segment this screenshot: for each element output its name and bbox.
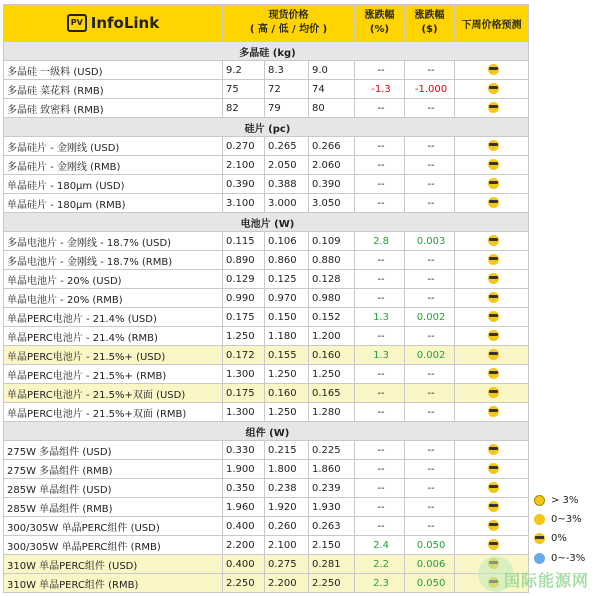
- price-avg-cell: 0.980: [309, 289, 355, 308]
- price-high-cell: 0.129: [223, 270, 265, 289]
- price-avg-cell: 3.050: [309, 194, 355, 213]
- watermark-text: 国际能源网: [504, 571, 590, 590]
- sunglasses-face-icon: [488, 311, 499, 322]
- change-amount-cell: --: [405, 251, 455, 270]
- price-low-cell: 8.3: [265, 61, 309, 80]
- change-amount-cell: -1.000: [405, 80, 455, 99]
- forecast-cell: [455, 517, 529, 536]
- change-amount-cell: --: [405, 403, 455, 422]
- forecast-cell: [455, 384, 529, 403]
- sunglasses-face-icon: [488, 159, 499, 170]
- change-amount-header: [405, 5, 455, 42]
- price-avg-cell: 0.225: [309, 441, 355, 460]
- change-percent-cell: --: [355, 251, 405, 270]
- sunglasses-face-icon: [534, 533, 545, 544]
- product-name-cell: 多晶电池片 - 金刚线 - 18.7% (RMB): [4, 251, 223, 270]
- change-percent-cell: 2.3: [355, 574, 405, 593]
- change-percent-cell: --: [355, 498, 405, 517]
- change-amount-unit: ($): [421, 24, 438, 35]
- product-name-cell: 单晶PERC电池片 - 21.5%+ (USD): [4, 346, 223, 365]
- forecast-cell: [455, 441, 529, 460]
- price-avg-cell: 0.109: [309, 232, 355, 251]
- change-amount-cell: 0.006: [405, 555, 455, 574]
- price-high-cell: 2.100: [223, 156, 265, 175]
- logo: [4, 5, 223, 42]
- price-high-cell: 1.900: [223, 460, 265, 479]
- table-row: [4, 80, 529, 99]
- price-low-cell: 0.155: [265, 346, 309, 365]
- price-low-cell: 0.275: [265, 555, 309, 574]
- price-avg-cell: 0.266: [309, 137, 355, 156]
- price-high-cell: 9.2: [223, 61, 265, 80]
- price-low-cell: 0.388: [265, 175, 309, 194]
- price-high-cell: 0.390: [223, 175, 265, 194]
- sunglasses-face-icon: [488, 292, 499, 303]
- price-avg-cell: 2.150: [309, 536, 355, 555]
- change-amount-cell: --: [405, 327, 455, 346]
- table-body: [4, 42, 529, 593]
- logo-badge: PV: [67, 14, 87, 32]
- price-avg-cell: 1.860: [309, 460, 355, 479]
- price-avg-cell: 0.165: [309, 384, 355, 403]
- sunglasses-face-icon: [488, 482, 499, 493]
- change-amount-cell: --: [405, 384, 455, 403]
- table-row: [4, 61, 529, 80]
- forecast-cell: [455, 289, 529, 308]
- change-amount-cell: 0.050: [405, 536, 455, 555]
- slight-frown-face-icon: [534, 514, 545, 525]
- table-row: [4, 574, 529, 593]
- change-percent-cell: 2.2: [355, 555, 405, 574]
- price-high-cell: 2.200: [223, 536, 265, 555]
- product-name-cell: 多晶硅 菜花料 (RMB): [4, 80, 223, 99]
- price-avg-cell: 0.281: [309, 555, 355, 574]
- forecast-cell: [455, 80, 529, 99]
- price-avg-cell: 80: [309, 99, 355, 118]
- price-low-cell: 0.160: [265, 384, 309, 403]
- forecast-cell: [455, 99, 529, 118]
- price-high-cell: 1.300: [223, 365, 265, 384]
- sunglasses-face-icon: [488, 349, 499, 360]
- sunglasses-face-icon: [488, 539, 499, 550]
- product-name-cell: 310W 单晶PERC组件 (USD): [4, 555, 223, 574]
- section-header-row: [4, 42, 529, 61]
- price-low-cell: 3.000: [265, 194, 309, 213]
- change-percent-cell: --: [355, 289, 405, 308]
- section-header-row: [4, 118, 529, 137]
- change-amount-cell: --: [405, 175, 455, 194]
- change-amount-cell: 0.050: [405, 574, 455, 593]
- forecast-cell: [455, 270, 529, 289]
- change-amount-cell: 0.002: [405, 346, 455, 365]
- legend-label: 0~3%: [551, 514, 582, 525]
- section-title: 电池片 (W): [4, 213, 529, 232]
- price-high-cell: 0.175: [223, 308, 265, 327]
- price-high-cell: 75: [223, 80, 265, 99]
- section-title: 多晶硅 (kg): [4, 42, 529, 61]
- table-row: [4, 327, 529, 346]
- table-header-row: [4, 5, 529, 42]
- price-low-cell: 0.215: [265, 441, 309, 460]
- section-header-row: [4, 213, 529, 232]
- product-name-cell: 单晶电池片 - 20% (RMB): [4, 289, 223, 308]
- sunglasses-face-icon: [488, 140, 499, 151]
- legend-label: > 3%: [551, 495, 579, 506]
- price-table: [3, 4, 529, 593]
- table-row: [4, 194, 529, 213]
- table-row: [4, 346, 529, 365]
- section-header-row: [4, 422, 529, 441]
- sunglasses-face-icon: [488, 520, 499, 531]
- table-row: [4, 460, 529, 479]
- price-low-cell: 0.265: [265, 137, 309, 156]
- frown-face-icon: [534, 495, 545, 506]
- product-name-cell: 多晶硅片 - 金刚线 (RMB): [4, 156, 223, 175]
- table-row: [4, 289, 529, 308]
- price-high-cell: 0.175: [223, 384, 265, 403]
- price-avg-cell: 1.930: [309, 498, 355, 517]
- table-row: [4, 99, 529, 118]
- forecast-cell: [455, 137, 529, 156]
- product-name-cell: 310W 单晶PERC组件 (RMB): [4, 574, 223, 593]
- price-low-cell: 2.050: [265, 156, 309, 175]
- sunglasses-face-icon: [488, 197, 499, 208]
- change-percent-cell: --: [355, 137, 405, 156]
- product-name-cell: 多晶硅片 - 金刚线 (USD): [4, 137, 223, 156]
- price-high-cell: 0.890: [223, 251, 265, 270]
- price-high-cell: 1.300: [223, 403, 265, 422]
- change-percent-cell: --: [355, 194, 405, 213]
- spot-price-title: 现货价格: [268, 10, 309, 21]
- watermark: [458, 556, 598, 592]
- price-avg-cell: 0.880: [309, 251, 355, 270]
- change-amount-cell: --: [405, 517, 455, 536]
- sunglasses-face-icon: [488, 102, 499, 113]
- product-name-cell: 单晶PERC电池片 - 21.4% (RMB): [4, 327, 223, 346]
- change-amount-cell: --: [405, 460, 455, 479]
- product-name-cell: 多晶电池片 - 金刚线 - 18.7% (USD): [4, 232, 223, 251]
- change-percent-header: [355, 5, 405, 42]
- forecast-cell: [455, 327, 529, 346]
- sunglasses-face-icon: [488, 330, 499, 341]
- product-name-cell: 275W 多晶组件 (RMB): [4, 460, 223, 479]
- price-avg-cell: 0.152: [309, 308, 355, 327]
- price-high-cell: 0.330: [223, 441, 265, 460]
- price-high-cell: 0.115: [223, 232, 265, 251]
- price-low-cell: 0.238: [265, 479, 309, 498]
- table-row: [4, 156, 529, 175]
- forecast-cell: [455, 479, 529, 498]
- change-amount-cell: --: [405, 156, 455, 175]
- forecast-cell: [455, 346, 529, 365]
- change-amount-cell: --: [405, 194, 455, 213]
- price-low-cell: 1.180: [265, 327, 309, 346]
- sunglasses-face-icon: [488, 64, 499, 75]
- price-low-cell: 1.800: [265, 460, 309, 479]
- table-row: [4, 441, 529, 460]
- price-avg-cell: 0.390: [309, 175, 355, 194]
- price-low-cell: 2.200: [265, 574, 309, 593]
- table-row: [4, 137, 529, 156]
- change-percent-cell: --: [355, 479, 405, 498]
- change-percent-cell: --: [355, 517, 405, 536]
- product-name-cell: 285W 单晶组件 (RMB): [4, 498, 223, 517]
- price-low-cell: 0.970: [265, 289, 309, 308]
- price-low-cell: 0.106: [265, 232, 309, 251]
- change-amount-cell: --: [405, 61, 455, 80]
- sunglasses-face-icon: [488, 178, 499, 189]
- sunglasses-face-icon: [488, 273, 499, 284]
- change-percent-cell: --: [355, 327, 405, 346]
- product-name-cell: 单晶PERC电池片 - 21.4% (USD): [4, 308, 223, 327]
- table-row: [4, 308, 529, 327]
- change-percent-cell: --: [355, 175, 405, 194]
- price-avg-cell: 0.128: [309, 270, 355, 289]
- table-row: [4, 498, 529, 517]
- table-row: [4, 251, 529, 270]
- price-low-cell: 79: [265, 99, 309, 118]
- product-name-cell: 275W 多晶组件 (USD): [4, 441, 223, 460]
- change-percent-cell: --: [355, 270, 405, 289]
- price-high-cell: 1.960: [223, 498, 265, 517]
- price-avg-cell: 74: [309, 80, 355, 99]
- product-name-cell: 285W 单晶组件 (USD): [4, 479, 223, 498]
- price-high-cell: 82: [223, 99, 265, 118]
- price-low-cell: 0.260: [265, 517, 309, 536]
- change-percent-cell: --: [355, 61, 405, 80]
- product-name-cell: 单晶电池片 - 20% (USD): [4, 270, 223, 289]
- change-amount-cell: --: [405, 365, 455, 384]
- price-low-cell: 2.100: [265, 536, 309, 555]
- forecast-cell: [455, 460, 529, 479]
- product-name-cell: 300/305W 单晶PERC组件 (RMB): [4, 536, 223, 555]
- forecast-cell: [455, 536, 529, 555]
- change-amount-cell: --: [405, 270, 455, 289]
- sunglasses-face-icon: [488, 444, 499, 455]
- sunglasses-face-icon: [488, 387, 499, 398]
- product-name-cell: 单晶硅片 - 180μm (USD): [4, 175, 223, 194]
- change-percent-cell: -1.3: [355, 80, 405, 99]
- price-avg-cell: 2.250: [309, 574, 355, 593]
- forecast-header: 下周价格预测: [455, 5, 529, 42]
- table-row: [4, 517, 529, 536]
- price-avg-cell: 0.239: [309, 479, 355, 498]
- table-row: [4, 555, 529, 574]
- price-high-cell: 0.350: [223, 479, 265, 498]
- price-high-cell: 0.270: [223, 137, 265, 156]
- spot-price-subtitle: ( 高 / 低 / 均价 ): [249, 24, 328, 35]
- change-percent-cell: --: [355, 384, 405, 403]
- forecast-cell: [455, 498, 529, 517]
- table-row: [4, 384, 529, 403]
- price-avg-cell: 1.200: [309, 327, 355, 346]
- price-low-cell: 0.150: [265, 308, 309, 327]
- change-percent-cell: --: [355, 441, 405, 460]
- product-name-cell: 单晶PERC电池片 - 21.5%+ (RMB): [4, 365, 223, 384]
- table-row: [4, 403, 529, 422]
- price-avg-cell: 1.250: [309, 365, 355, 384]
- section-title: 组件 (W): [4, 422, 529, 441]
- table-row: [4, 270, 529, 289]
- change-amount-cell: 0.003: [405, 232, 455, 251]
- table-row: [4, 479, 529, 498]
- price-low-cell: 0.860: [265, 251, 309, 270]
- forecast-cell: [455, 365, 529, 384]
- price-avg-cell: 0.160: [309, 346, 355, 365]
- sunglasses-face-icon: [488, 463, 499, 474]
- product-name-cell: 单晶PERC电池片 - 21.5%+双面 (USD): [4, 384, 223, 403]
- table-row: [4, 175, 529, 194]
- price-avg-cell: 2.060: [309, 156, 355, 175]
- change-percent-cell: --: [355, 156, 405, 175]
- legend-label: 0%: [551, 533, 567, 544]
- price-low-cell: 1.250: [265, 403, 309, 422]
- forecast-cell: [455, 308, 529, 327]
- price-high-cell: 3.100: [223, 194, 265, 213]
- forecast-cell: [455, 156, 529, 175]
- change-percent-cell: --: [355, 99, 405, 118]
- table-row: [4, 232, 529, 251]
- change-percent-title: 涨跌幅: [364, 10, 395, 21]
- price-low-cell: 0.125: [265, 270, 309, 289]
- price-low-cell: 72: [265, 80, 309, 99]
- table-row: [4, 365, 529, 384]
- product-name-cell: 单晶PERC电池片 - 21.5%+双面 (RMB): [4, 403, 223, 422]
- price-high-cell: 2.250: [223, 574, 265, 593]
- price-high-cell: 1.250: [223, 327, 265, 346]
- sunglasses-face-icon: [488, 83, 499, 94]
- sunglasses-face-icon: [488, 406, 499, 417]
- spot-price-header: [223, 5, 355, 42]
- change-percent-cell: --: [355, 460, 405, 479]
- forecast-cell: [455, 194, 529, 213]
- price-avg-cell: 0.263: [309, 517, 355, 536]
- legend-label: 0~-3%: [551, 553, 586, 564]
- price-low-cell: 1.250: [265, 365, 309, 384]
- product-name-cell: 多晶硅 一级料 (USD): [4, 61, 223, 80]
- sunglasses-face-icon: [488, 501, 499, 512]
- change-amount-cell: --: [405, 441, 455, 460]
- logo-text: InfoLink: [90, 14, 160, 32]
- change-percent-cell: 2.8: [355, 232, 405, 251]
- change-percent-cell: 2.4: [355, 536, 405, 555]
- change-amount-cell: 0.002: [405, 308, 455, 327]
- price-high-cell: 0.172: [223, 346, 265, 365]
- change-amount-cell: --: [405, 498, 455, 517]
- change-percent-cell: --: [355, 365, 405, 384]
- legend-item: [534, 495, 578, 506]
- sunglasses-face-icon: [488, 368, 499, 379]
- forecast-cell: [455, 251, 529, 270]
- change-amount-cell: --: [405, 137, 455, 156]
- price-low-cell: 1.920: [265, 498, 309, 517]
- change-percent-cell: 1.3: [355, 308, 405, 327]
- change-percent-cell: 1.3: [355, 346, 405, 365]
- price-high-cell: 0.990: [223, 289, 265, 308]
- change-amount-cell: --: [405, 99, 455, 118]
- forecast-cell: [455, 175, 529, 194]
- change-amount-cell: --: [405, 479, 455, 498]
- price-avg-cell: 9.0: [309, 61, 355, 80]
- legend-item: [534, 514, 582, 525]
- forecast-cell: [455, 403, 529, 422]
- change-amount-cell: --: [405, 289, 455, 308]
- forecast-cell: [455, 61, 529, 80]
- change-amount-title: 涨跌幅: [414, 10, 445, 21]
- forecast-cell: [455, 232, 529, 251]
- change-percent-unit: (%): [369, 24, 390, 35]
- sunglasses-face-icon: [488, 254, 499, 265]
- section-title: 硅片 (pc): [4, 118, 529, 137]
- product-name-cell: 300/305W 单晶PERC组件 (USD): [4, 517, 223, 536]
- product-name-cell: 单晶硅片 - 180μm (RMB): [4, 194, 223, 213]
- change-percent-cell: --: [355, 403, 405, 422]
- product-name-cell: 多晶硅 致密料 (RMB): [4, 99, 223, 118]
- price-high-cell: 0.400: [223, 517, 265, 536]
- price-high-cell: 0.400: [223, 555, 265, 574]
- price-avg-cell: 1.280: [309, 403, 355, 422]
- legend-item: [534, 533, 567, 544]
- sunglasses-face-icon: [488, 235, 499, 246]
- table-row: [4, 536, 529, 555]
